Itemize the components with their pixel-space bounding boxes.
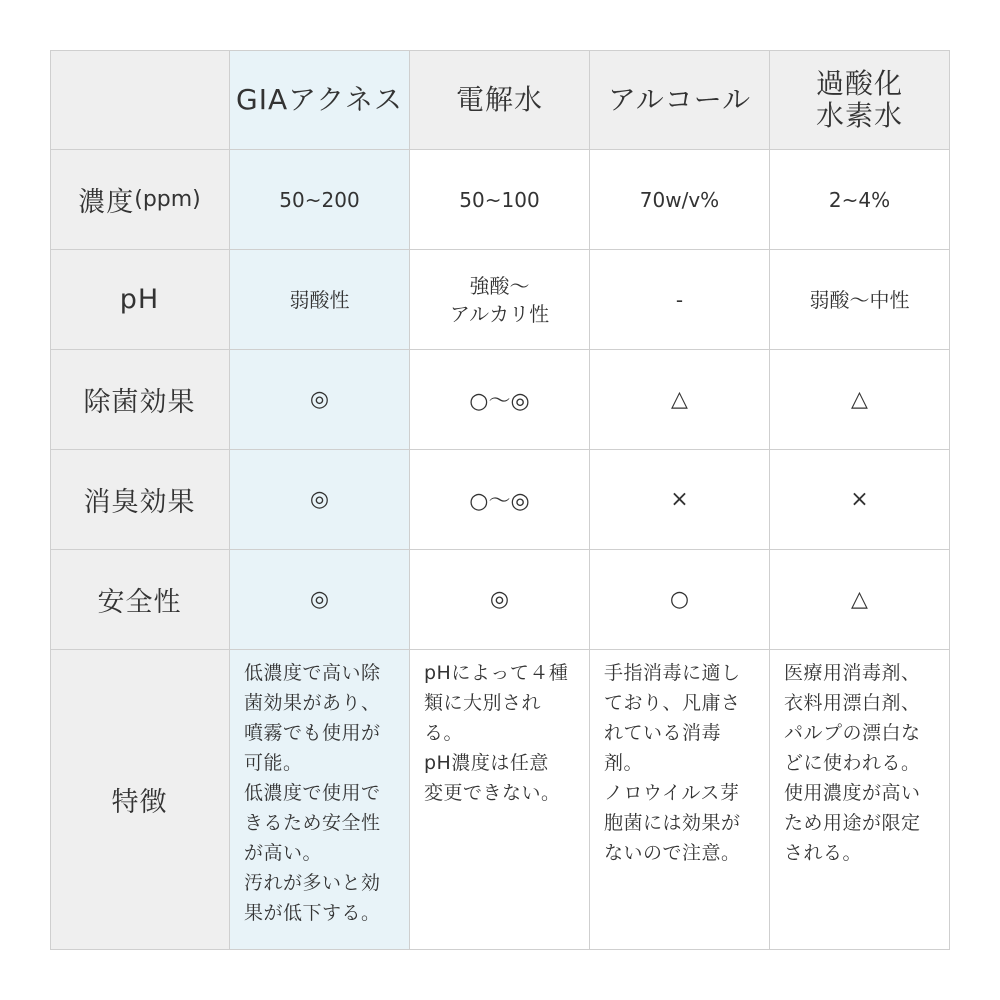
cell-ph-gia [230,250,410,350]
cell-features-peroxide [770,650,950,950]
cell-disinfection-alcohol [590,350,770,450]
rating-symbol: ○〜◎ [469,489,530,514]
row-label: 除菌効果 [83,387,196,418]
row-label-unit: (ppm) [134,187,201,212]
row-label: 消臭効果 [83,487,196,518]
cell-concentration-peroxide [770,150,950,250]
cell-ph-electrolyzed [410,250,590,350]
row-label: 濃度 [78,187,135,218]
rating-symbol: △ [851,387,868,412]
cell-deodorizing-alcohol [590,450,770,550]
row-label-disinfection [50,350,230,450]
header-label: アルコール [607,82,752,116]
row-label: pH [119,284,160,315]
row-label-features [50,650,230,950]
value-text: 50~200 [279,187,360,212]
rating-symbol: ◎ [309,387,330,412]
cell-features-electrolyzed [410,650,590,950]
cell-features-gia [230,650,410,950]
cell-safety-peroxide [770,550,950,650]
value-text: 弱酸性 [289,287,350,312]
cell-deodorizing-gia [230,450,410,550]
header-electrolyzed-water [410,50,590,150]
rating-symbol: ◎ [489,587,510,612]
rating-symbol: ○〜◎ [469,389,530,414]
value-text: 強酸〜 アルカリ性 [449,273,550,326]
rating-symbol: × [670,487,689,512]
rating-symbol: ◎ [309,487,330,512]
cell-safety-alcohol [590,550,770,650]
header-hydrogen-peroxide [770,50,950,150]
cell-safety-electrolyzed [410,550,590,650]
rating-symbol: ◎ [309,587,330,612]
rating-symbol: △ [671,387,688,412]
value-text: 70w/v% [639,187,720,212]
rating-symbol: △ [851,587,868,612]
cell-concentration-electrolyzed [410,150,590,250]
feature-description: 医療用消毒剤、 衣料用漂白剤、 パルプの漂白な どに使われる。 使用濃度が高い ため用途が限定 される。 [784,662,921,864]
row-label-concentration [50,150,230,250]
feature-description: 手指消毒に適し ており、凡庸さ れている消毒剤。 ノロウイルス芽 胞菌には効果が ないので注意。 [604,662,741,864]
rating-symbol: × [850,487,869,512]
cell-disinfection-peroxide [770,350,950,450]
header-alcohol [590,50,770,150]
cell-deodorizing-peroxide [770,450,950,550]
header-gia-acnes [230,50,410,150]
cell-disinfection-gia [230,350,410,450]
cell-features-alcohol [590,650,770,950]
value-text: - [675,287,684,312]
cell-deodorizing-electrolyzed [410,450,590,550]
header-label: 電解水 [455,82,543,116]
row-label-ph [50,250,230,350]
value-text: 2~4% [828,187,891,212]
comparison-table [50,50,950,950]
header-corner-cell [50,50,230,150]
rating-symbol: ○ [669,587,690,612]
row-label: 安全性 [97,587,182,618]
value-text: 50~100 [459,187,540,212]
feature-description: 低濃度で高い除 菌効果があり、 噴霧でも使用が 可能。 低濃度で使用で きるため安全性 が高い。 汚れが多いと効 果が低下する。 [244,662,381,924]
header-label: 過酸化 水素水 [815,66,903,132]
value-text: 弱酸〜中性 [809,287,910,312]
cell-concentration-alcohol [590,150,770,250]
cell-ph-peroxide [770,250,950,350]
cell-ph-alcohol [590,250,770,350]
row-label-safety [50,550,230,650]
row-label-deodorizing [50,450,230,550]
cell-safety-gia [230,550,410,650]
cell-disinfection-electrolyzed [410,350,590,450]
header-label: GIAアクネス [236,82,403,116]
cell-concentration-gia [230,150,410,250]
feature-description: pHによって４種 類に大別される。 pH濃度は任意 変更できない。 [424,662,569,804]
row-label: 特徴 [111,787,168,818]
